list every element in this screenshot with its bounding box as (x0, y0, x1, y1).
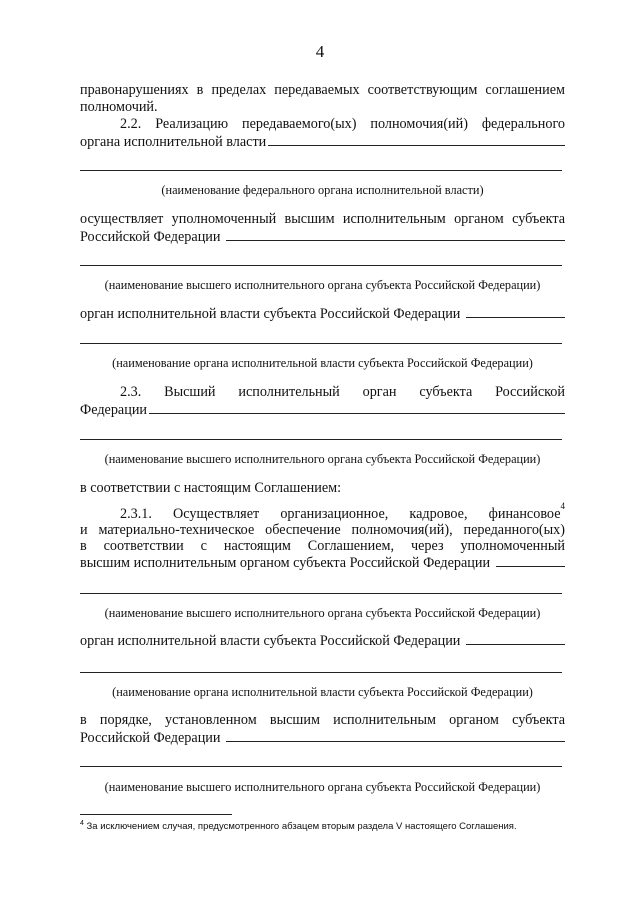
paragraph-line: в соответствии с настоящим Соглашением, через уполномоченный (80, 538, 565, 554)
blank-field-line[interactable] (80, 439, 562, 440)
field-caption: (наименование высшего исполнительного органа субъекта Российской Федерации) (104, 452, 541, 466)
field-caption: (наименование органа исполнительной власти субъекта Российской Федерации) (112, 685, 533, 699)
paragraph-line: правонарушениях в пределах передаваемых соответствующим соглашением (80, 82, 565, 98)
federation-line (80, 401, 565, 419)
field-caption: (наименование высшего исполнительного органа субъекта Российской Федерации) (104, 780, 541, 794)
footnote-separator (80, 814, 232, 815)
footnote (80, 821, 517, 832)
paragraph-line: осуществляет уполномоченный высшим исполнительным органом субъекта (80, 211, 565, 227)
paragraph-line: в порядке, установленном высшим исполнительным органом субъекта (80, 712, 565, 728)
paragraph-text: Российской Федерации (80, 730, 221, 746)
paragraph-text: органа исполнительной власти (80, 134, 267, 150)
field-caption: (наименование высшего исполнительного органа субъекта Российской Федерации) (104, 606, 541, 620)
paragraph-text: орган исполнительной власти субъекта Российской Федерации (80, 306, 461, 322)
blank-field-line[interactable] (80, 766, 562, 767)
blank-field[interactable] (149, 401, 565, 414)
section-2-3-1-heading (80, 501, 565, 523)
paragraph-line: полномочий. (80, 99, 158, 115)
field-caption: (наименование органа исполнительной власти субъекта Российской Федерации) (112, 356, 533, 370)
field-caption: (наименование федерального органа исполнительной власти) (161, 183, 484, 197)
paragraph-text: высшим исполнительным органом субъекта Российской Федерации (80, 555, 491, 571)
paragraph-text: орган исполнительной власти субъекта Российской Федерации (80, 633, 461, 649)
footnote-mark: 4 (80, 819, 84, 827)
blank-field-line[interactable] (80, 593, 562, 594)
blank-field[interactable] (496, 554, 565, 567)
paragraph-text: Федерации (80, 402, 148, 418)
blank-field[interactable] (268, 133, 565, 146)
blank-field[interactable] (226, 228, 565, 241)
blank-field-line[interactable] (80, 343, 562, 344)
blank-field-line[interactable] (80, 170, 562, 171)
blank-field[interactable] (466, 632, 565, 645)
blank-field-line[interactable] (80, 265, 562, 266)
page-number: 4 (315, 42, 325, 61)
section-2-2-heading: 2.2. Реализацию передаваемого(ых) полномочия(ий) федерального (120, 116, 565, 132)
paragraph-text: Российской Федерации (80, 229, 221, 245)
subject-organ-line (80, 554, 565, 572)
footnote-text: За исключением случая, предусмотренного абзацем вторым раздела V настоящего Соглашения. (83, 821, 517, 832)
subject-organ-line (80, 729, 565, 747)
paragraph-line: и материально-техническое обеспечение полномочия(ий), переданного(ых) (80, 522, 565, 538)
fed-organ-line (80, 133, 565, 151)
blank-field[interactable] (466, 305, 565, 318)
blank-field-line[interactable] (80, 672, 562, 673)
footnote-ref[interactable]: 4 (560, 501, 565, 511)
paragraph-text: 2.3.1. Осуществляет организационное, кадровое, финансовое (120, 506, 561, 522)
paragraph-line: в соответствии с настоящим Соглашением: (80, 480, 342, 496)
subject-organ-line (80, 228, 565, 246)
field-caption: (наименование высшего исполнительного органа субъекта Российской Федерации) (104, 278, 541, 292)
section-2-3-heading: 2.3. Высший исполнительный орган субъекта Российской (120, 384, 565, 400)
blank-field[interactable] (226, 729, 565, 742)
organ-line (80, 632, 565, 650)
organ-line (80, 305, 565, 323)
